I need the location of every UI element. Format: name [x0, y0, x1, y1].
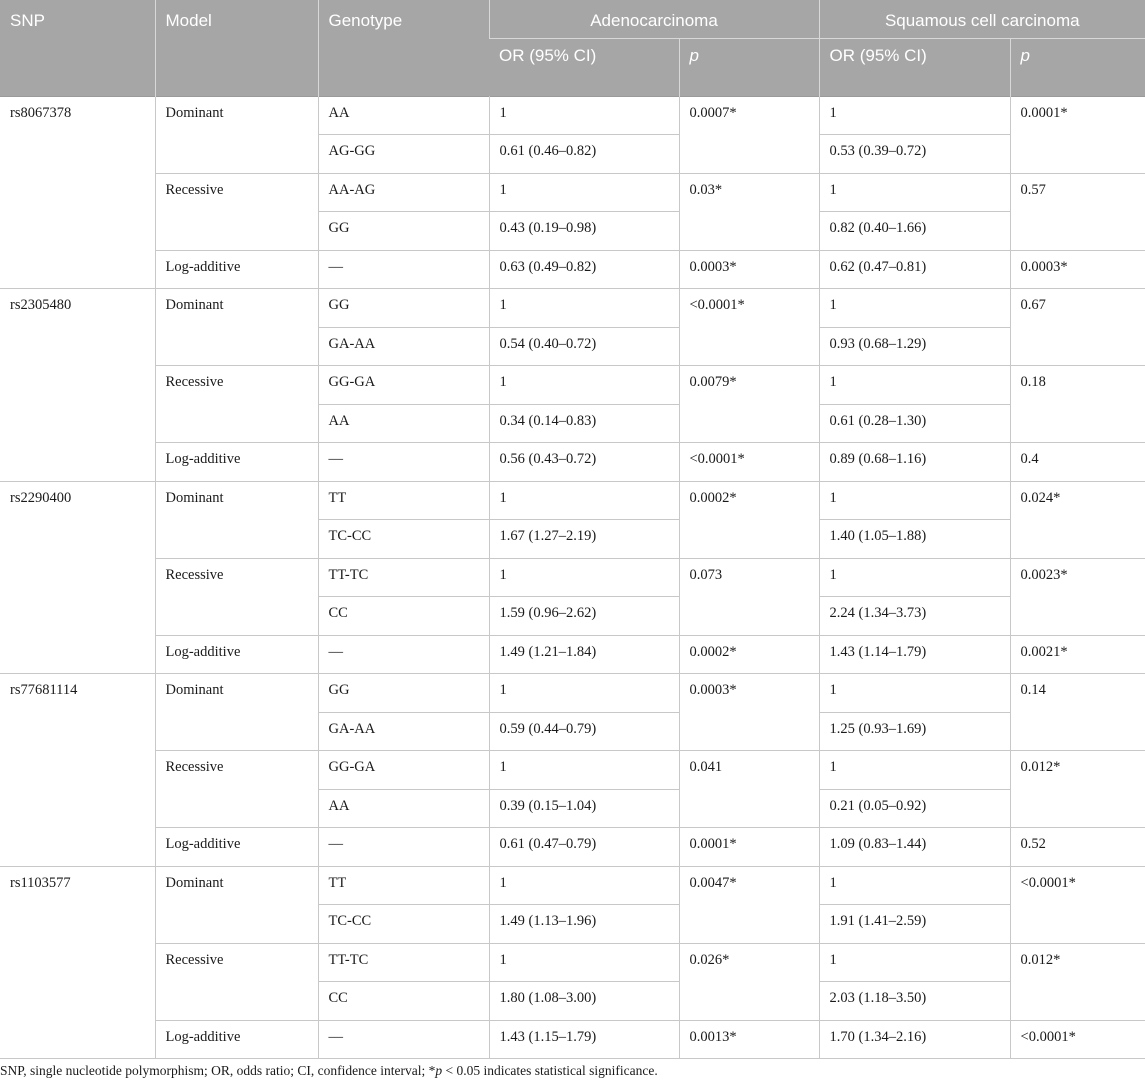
adeno-or-cell: 1: [489, 289, 679, 328]
header-snp: SNP: [0, 0, 155, 96]
squamous-p-cell: 0.18: [1010, 366, 1145, 443]
adeno-or-cell: 1.67 (1.27–2.19): [489, 520, 679, 559]
squamous-or-cell: 1.40 (1.05–1.88): [819, 520, 1010, 559]
adeno-p-cell: 0.03*: [679, 173, 819, 250]
snp-name-cell: rs2305480: [0, 289, 155, 482]
adeno-p-cell: <0.0001*: [679, 443, 819, 482]
squamous-or-cell: 0.93 (0.68–1.29): [819, 327, 1010, 366]
model-cell: Recessive: [155, 366, 318, 443]
adeno-or-cell: 0.56 (0.43–0.72): [489, 443, 679, 482]
model-cell: Dominant: [155, 96, 318, 173]
squamous-or-cell: 0.53 (0.39–0.72): [819, 135, 1010, 174]
squamous-or-cell: 0.62 (0.47–0.81): [819, 250, 1010, 289]
squamous-or-cell: 1: [819, 674, 1010, 713]
squamous-p-cell: 0.012*: [1010, 943, 1145, 1020]
squamous-p-cell: 0.52: [1010, 828, 1145, 867]
snp-name-cell: rs8067378: [0, 96, 155, 289]
adeno-or-cell: 0.59 (0.44–0.79): [489, 712, 679, 751]
adeno-p-cell: 0.0003*: [679, 674, 819, 751]
header-model: Model: [155, 0, 318, 96]
adeno-p-cell: 0.0079*: [679, 366, 819, 443]
adeno-or-cell: 0.61 (0.46–0.82): [489, 135, 679, 174]
snp-name-cell: rs1103577: [0, 866, 155, 1059]
squamous-or-cell: 2.24 (1.34–3.73): [819, 597, 1010, 636]
genotype-cell: TC-CC: [318, 905, 489, 944]
genotype-cell: —: [318, 250, 489, 289]
model-cell: Log-additive: [155, 443, 318, 482]
table-row: [0, 366, 1145, 405]
model-cell: Recessive: [155, 558, 318, 635]
squamous-or-cell: 1.70 (1.34–2.16): [819, 1020, 1010, 1059]
adeno-or-cell: 1.43 (1.15–1.79): [489, 1020, 679, 1059]
header-adenocarcinoma: Adenocarcinoma: [489, 0, 819, 38]
genotype-cell: —: [318, 635, 489, 674]
genotype-cell: —: [318, 1020, 489, 1059]
table-row: [0, 96, 1145, 135]
squamous-or-cell: 1: [819, 96, 1010, 135]
adeno-or-cell: 0.54 (0.40–0.72): [489, 327, 679, 366]
adeno-or-cell: 1: [489, 751, 679, 790]
genotype-cell: GA-AA: [318, 327, 489, 366]
adeno-or-cell: 1: [489, 96, 679, 135]
adeno-or-cell: 1: [489, 866, 679, 905]
adeno-or-cell: 1: [489, 943, 679, 982]
adeno-p-cell: 0.0047*: [679, 866, 819, 943]
squamous-or-cell: 0.21 (0.05–0.92): [819, 789, 1010, 828]
squamous-p-cell: <0.0001*: [1010, 1020, 1145, 1059]
squamous-or-cell: 1.91 (1.41–2.59): [819, 905, 1010, 944]
genotype-cell: —: [318, 443, 489, 482]
footnote-significance: < 0.05 indicates statistical significance.: [442, 1063, 658, 1078]
squamous-p-cell: 0.0021*: [1010, 635, 1145, 674]
squamous-p-cell: 0.57: [1010, 173, 1145, 250]
table-row: [0, 558, 1145, 597]
adeno-p-cell: 0.0002*: [679, 635, 819, 674]
table-row: [0, 289, 1145, 328]
squamous-or-cell: 1: [819, 173, 1010, 212]
model-cell: Log-additive: [155, 635, 318, 674]
table-row: [0, 173, 1145, 212]
squamous-p-cell: 0.14: [1010, 674, 1145, 751]
header-adeno-p: p: [679, 38, 819, 96]
model-cell: Log-additive: [155, 250, 318, 289]
squamous-p-cell: 0.0003*: [1010, 250, 1145, 289]
squamous-p-cell: 0.012*: [1010, 751, 1145, 828]
table-row: [0, 635, 1145, 674]
table-row: [0, 866, 1145, 905]
adeno-or-cell: 1.49 (1.13–1.96): [489, 905, 679, 944]
genotype-cell: CC: [318, 982, 489, 1021]
adeno-p-cell: 0.0003*: [679, 250, 819, 289]
squamous-p-cell: 0.67: [1010, 289, 1145, 366]
genotype-cell: AA-AG: [318, 173, 489, 212]
squamous-or-cell: 1.25 (0.93–1.69): [819, 712, 1010, 751]
adeno-or-cell: 0.61 (0.47–0.79): [489, 828, 679, 867]
header-squamous-p: p: [1010, 38, 1145, 96]
header-squamous-or-ci: OR (95% CI): [819, 38, 1010, 96]
genotype-cell: AA: [318, 96, 489, 135]
squamous-p-cell: 0.0001*: [1010, 96, 1145, 173]
genotype-cell: AA: [318, 404, 489, 443]
adeno-p-cell: 0.0013*: [679, 1020, 819, 1059]
squamous-or-cell: 0.61 (0.28–1.30): [819, 404, 1010, 443]
header-genotype: Genotype: [318, 0, 489, 96]
squamous-or-cell: 1.09 (0.83–1.44): [819, 828, 1010, 867]
squamous-or-cell: 1: [819, 289, 1010, 328]
adeno-or-cell: 0.43 (0.19–0.98): [489, 212, 679, 251]
genotype-cell: GG: [318, 674, 489, 713]
adeno-p-cell: 0.041: [679, 751, 819, 828]
model-cell: Dominant: [155, 674, 318, 751]
adeno-or-cell: 0.63 (0.49–0.82): [489, 250, 679, 289]
genotype-cell: TT: [318, 481, 489, 520]
table-row: [0, 481, 1145, 520]
genotype-cell: GG-GA: [318, 366, 489, 405]
adeno-p-cell: 0.0002*: [679, 481, 819, 558]
genotype-cell: GG: [318, 289, 489, 328]
table-row: [0, 751, 1145, 790]
footnote-p-symbol: p: [435, 1063, 443, 1078]
adeno-or-cell: 1: [489, 674, 679, 713]
adeno-or-cell: 0.34 (0.14–0.83): [489, 404, 679, 443]
model-cell: Recessive: [155, 943, 318, 1020]
adeno-or-cell: 1: [489, 481, 679, 520]
squamous-p-cell: <0.0001*: [1010, 866, 1145, 943]
squamous-or-cell: 1: [819, 751, 1010, 790]
squamous-p-cell: 0.0023*: [1010, 558, 1145, 635]
adeno-or-cell: 1: [489, 366, 679, 405]
snp-name-cell: rs2290400: [0, 481, 155, 674]
footnote-text: SNP, single nucleotide polymorphism; OR, odds ratio; CI, confidence interval; *: [0, 1063, 436, 1078]
squamous-or-cell: 1: [819, 866, 1010, 905]
genotype-cell: GA-AA: [318, 712, 489, 751]
table-body: [0, 96, 1145, 1059]
adeno-p-cell: 0.0007*: [679, 96, 819, 173]
table-row: [0, 674, 1145, 713]
table-row: [0, 443, 1145, 482]
adeno-or-cell: 1.80 (1.08–3.00): [489, 982, 679, 1021]
genotype-cell: GG: [318, 212, 489, 251]
squamous-or-cell: 2.03 (1.18–3.50): [819, 982, 1010, 1021]
squamous-or-cell: 0.89 (0.68–1.16): [819, 443, 1010, 482]
genotype-cell: AG-GG: [318, 135, 489, 174]
model-cell: Dominant: [155, 289, 318, 366]
header-adeno-or-ci: OR (95% CI): [489, 38, 679, 96]
squamous-or-cell: 0.82 (0.40–1.66): [819, 212, 1010, 251]
model-cell: Dominant: [155, 866, 318, 943]
squamous-or-cell: 1: [819, 943, 1010, 982]
squamous-or-cell: 1: [819, 481, 1010, 520]
adeno-p-cell: 0.073: [679, 558, 819, 635]
adeno-p-cell: 0.0001*: [679, 828, 819, 867]
squamous-p-cell: 0.4: [1010, 443, 1145, 482]
table-row: [0, 1020, 1145, 1059]
header-squamous-cell-carcinoma: Squamous cell carcinoma: [819, 0, 1145, 38]
model-cell: Recessive: [155, 173, 318, 250]
table-footnote: [0, 1063, 658, 1079]
adeno-p-cell: 0.026*: [679, 943, 819, 1020]
squamous-p-cell: 0.024*: [1010, 481, 1145, 558]
genotype-cell: GG-GA: [318, 751, 489, 790]
adeno-or-cell: 1.59 (0.96–2.62): [489, 597, 679, 636]
adeno-or-cell: 1.49 (1.21–1.84): [489, 635, 679, 674]
genotype-cell: TC-CC: [318, 520, 489, 559]
adeno-p-cell: <0.0001*: [679, 289, 819, 366]
genotype-cell: TT: [318, 866, 489, 905]
table-row: [0, 250, 1145, 289]
squamous-or-cell: 1.43 (1.14–1.79): [819, 635, 1010, 674]
table-header: [0, 0, 1145, 96]
genotype-cell: AA: [318, 789, 489, 828]
squamous-or-cell: 1: [819, 558, 1010, 597]
table-row: [0, 943, 1145, 982]
snp-name-cell: rs77681114: [0, 674, 155, 867]
model-cell: Log-additive: [155, 1020, 318, 1059]
adeno-or-cell: 0.39 (0.15–1.04): [489, 789, 679, 828]
model-cell: Dominant: [155, 481, 318, 558]
adeno-or-cell: 1: [489, 173, 679, 212]
model-cell: Recessive: [155, 751, 318, 828]
adeno-or-cell: 1: [489, 558, 679, 597]
model-cell: Log-additive: [155, 828, 318, 867]
genotype-cell: TT-TC: [318, 558, 489, 597]
genotype-cell: —: [318, 828, 489, 867]
table-row: [0, 828, 1145, 867]
genotype-cell: CC: [318, 597, 489, 636]
squamous-or-cell: 1: [819, 366, 1010, 405]
genotype-cell: TT-TC: [318, 943, 489, 982]
